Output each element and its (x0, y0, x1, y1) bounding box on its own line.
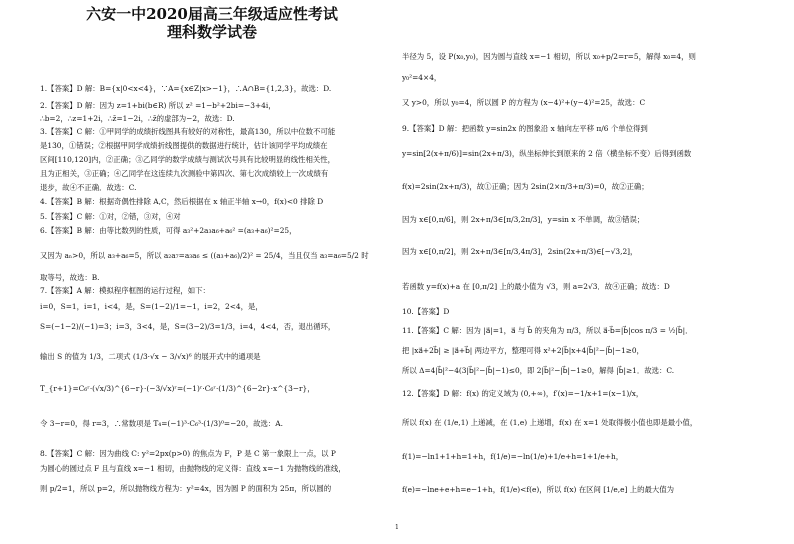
answer-line: 6.【答案】B 解：由等比数列的性质，可得 a₃²+2a₃a₆+a₆² =(a₃+a₆)²=25， (40, 226, 297, 235)
answer-line: 令 3−r=0，得 r=3，∴常数项是 T₄=(−1)³·C₆³·(1/3)⁰=−20，故选：A. (40, 419, 283, 428)
exam-subtitle: 理科数学试卷 (166, 23, 257, 41)
answer-line: 区间[110,120]内，②正确；③乙同学的数学成绩与测试次号具有比较明显的线性相关性， (40, 155, 336, 164)
answer-line: 因为 x∈[0,π/2]，则 2x+π/3∈[π/3,4π/3]，2sin(2x+π/3)∈[−√3,2]， (402, 247, 638, 256)
answer-line: y₀²=4×4， (402, 73, 442, 82)
answer-line: 12.【答案】D 解：f(x) 的定义域为 (0,+∞)，f′(x)=−1/x+1=(x−1)/x， (402, 389, 644, 398)
answer-line: 所以 Δ=4|b⃗|²−4(3|b⃗|²−|b⃗|−1)≤0，即 2|b⃗|²−|b⃗|−1≥0，解得 |b⃗|≥1．故选：C. (402, 366, 675, 375)
answer-line: 又因为 aₙ>0，所以 a₃+a₆=5，所以 a₂a₇=a₃a₆ ≤ ((a₃+a₆)/2)² = 25/4，当且仅当 a₃=a₆=5/2 时 (40, 251, 369, 260)
answer-line: 因为 x∈[0,π/6]，则 2x+π/3∈[π/3,2π/3]，y=sin x 不单调，故③错误； (402, 215, 645, 224)
answer-line: 则 p/2=1，所以 p=2，所以抛物线方程为：y²=4x，因为圆 P 的面积为 25π，所以圆的 (40, 484, 332, 493)
answer-line: 1.【答案】D 解：B={x|0<x<4}，∵A={x∈Z|x>−1}，∴A∩B={1,2,3}，故选：D. (40, 84, 332, 93)
answer-line: y=sin[2(x+π/6)]=sin(2x+π/3)，纵坐标伸长到原来的 2 倍（横坐标不变）后得到函数 (402, 149, 692, 158)
answer-line: 输出 S 的值为 1/3，二项式 (1/3·√x − 3/√x)⁶ 的展开式中的通项是 (40, 352, 261, 361)
answer-line: f(1)=−ln1+1+h=1+h，f(1/e)=−ln(1/e)+1/e+h=1+1/e+h， (402, 452, 624, 461)
answer-line: 5.【答案】C 解：①对，②错，③对，④对 (40, 212, 181, 221)
answer-line: 11.【答案】C 解：因为 |a⃗|=1，a⃗ 与 b⃗ 的夹角为 π/3，所以 a⃗·b⃗=|b⃗|cos π/3 = ½|b⃗|． (402, 326, 693, 335)
answer-line: S=(−1−2)/(−1)=3；i=3，3<4，是，S=(3−2)/3=1/3，i=4，4<4，否，退出循环， (40, 322, 336, 331)
answer-line: 取等号，故选：B. (40, 273, 100, 282)
answer-line: 若函数 y=f(x)+a 在 [0,π/2] 上的最小值为 √3，则 a=2√3．故④正确；故选：D (402, 282, 670, 291)
exam-title: 六安一中2020届高三年级适应性考试 (86, 5, 338, 23)
answer-line: f(x)=2sin(2x+π/3)，故①正确；因为 2sin(2×π/3+π/3)=0，故②正确； (402, 182, 649, 191)
answer-line: 为圆心的圆过点 F 且与直线 x=−1 相切，由抛物线的定义得：直线 x=−1 为抛物线的准线， (40, 464, 346, 473)
answer-line: i=0，S=1，i=1，i<4，是，S=(1−2)/1=−1，i=2，2<4，是， (40, 302, 263, 311)
answer-line: 且为正相关，③正确；④乙同学在这连续九次测验中第四次、第七次成绩较上一次成绩有 (40, 169, 329, 178)
answer-line: 2.【答案】D 解：因为 z=1+bi(b∈R) 所以 z² =1−b²+2bi=−3+4i， (40, 101, 276, 110)
answer-line: 半径为 5，设 P(x₀,y₀)，因为圆与直线 x=−1 相切，所以 x₀+p/2=r=5，解得 x₀=4，则 (402, 52, 696, 61)
answer-line: 4.【答案】B 解：根据奇偶性排除 A,C，然后根据在 x 轴正半轴 x→0，f(x)<0 排除 D (40, 197, 324, 206)
answer-line: f(e)=−lne+e+h=e−1+h，f(1/e)<f(e)，所以 f(x) 在区间 [1/e,e] 上的最大值为 (402, 485, 675, 494)
answer-line: 退步，故④不正确．故选：C. (40, 183, 137, 192)
answer-line: T_{r+1}=C₆ʳ·(√x/3)^{6−r}·(−3/√x)ʳ=(−1)ʳ·C₆ʳ·(1/3)^{6−2r}·x^{3−r}， (40, 384, 315, 393)
answer-line: 又 y>0，所以 y₀=4，所以圆 P 的方程为 (x−4)²+(y−4)²=25，故选：C (402, 98, 646, 107)
answer-line: 8.【答案】C 解：因为曲线 C: y²=2px(p>0) 的焦点为 F，P 是 C 第一象限上一点，以 P (40, 449, 336, 458)
answer-line: 是130，①错误；②根据甲同学成绩折线图提供的数据进行统计，估计该同学平均成绩在 (40, 141, 328, 150)
answer-line: 所以 f(x) 在 (1/e,1) 上递减，在 (1,e) 上递增，f(x) 在 x=1 处取得极小值也即是最小值， (402, 418, 698, 427)
answer-line: ∴b=2，∴z=1+2i，∴z̄=1−2i，∴z̄的虚部为−2，故选：D. (40, 114, 235, 123)
page-number: 1 (395, 524, 399, 531)
answer-line: 7.【答案】A 解：模拟程序框图的运行过程，如下： (40, 286, 210, 295)
answer-line: 9.【答案】D 解：把函数 y=sin2x 的图象沿 x 轴向左平移 π/6 个单位得到 (402, 124, 648, 133)
answer-line: 3.【答案】C 解：①甲同学的成绩折线图具有较好的对称性，最高130，所以中位数不可能 (40, 127, 336, 136)
answer-line: 把 |xa⃗+2b⃗| ≥ |a⃗+b⃗| 两边平方，整理可得 x²+2|b⃗|x+4|b⃗|²−|b⃗|−1≥0， (402, 346, 644, 355)
answer-line: 10.【答案】D (402, 307, 450, 316)
